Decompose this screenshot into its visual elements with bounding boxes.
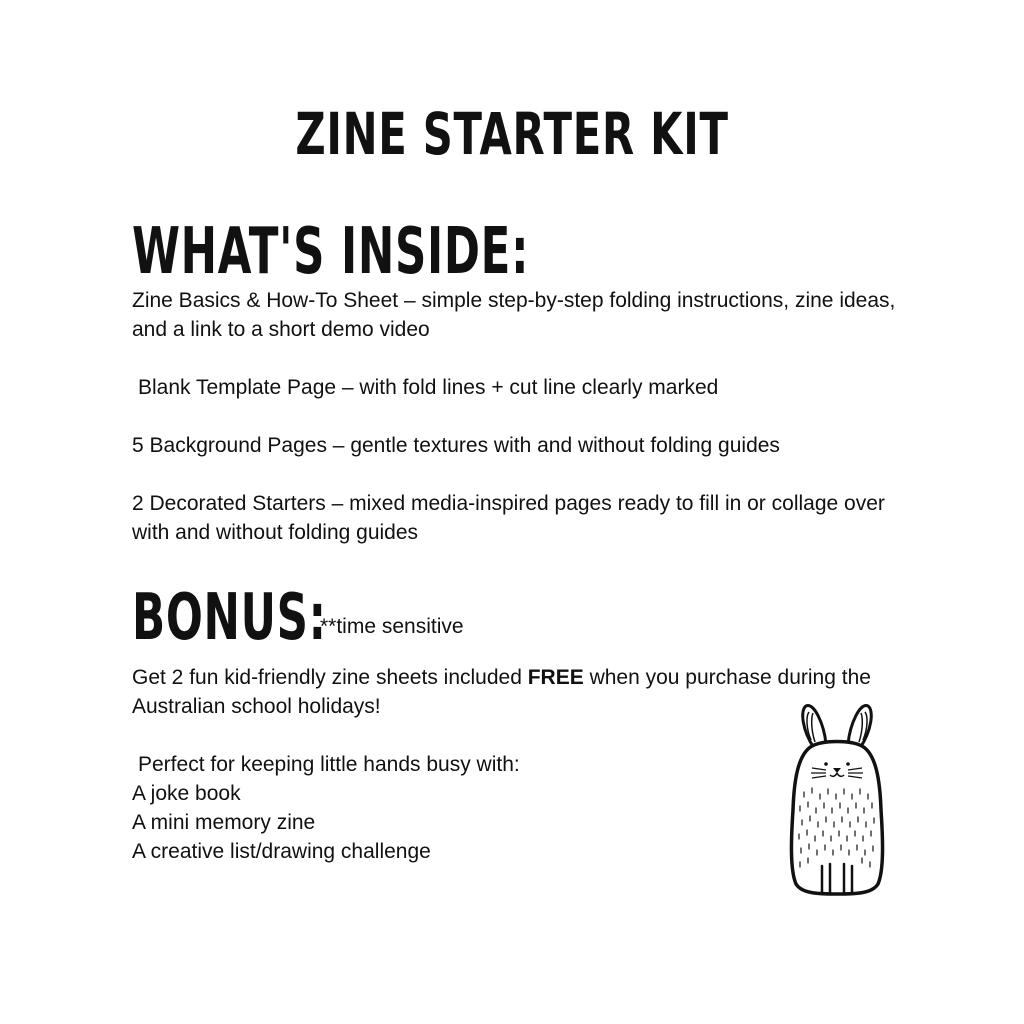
inside-list — [132, 286, 912, 576]
list-item: Zine Basics & How-To Sheet – simple step-by-step folding instructions, zine ideas, and a link to a short demo video — [132, 289, 896, 341]
list-item: Blank Template Page – with fold lines + cut line clearly marked — [138, 376, 719, 399]
whats-inside-heading: WHAT'S INSIDE: — [132, 215, 530, 289]
list-item: 5 Background Pages – gentle textures with and without folding guides — [132, 434, 780, 457]
page-title: ZINE STARTER KIT — [295, 100, 729, 168]
bunny-icon — [784, 700, 890, 900]
bonus-heading: BONUS: — [132, 581, 327, 655]
offer-free-label: FREE — [527, 666, 584, 689]
list-item: 2 Decorated Starters – mixed media-inspired pages ready to fill in or collage over with and without folding guides — [132, 492, 885, 544]
offer-text-before: Get 2 fun kid-friendly zine sheets included — [132, 666, 528, 689]
offer-text-after: when you purchase during the Australian school holidays! — [132, 666, 871, 718]
list-item: A joke book — [132, 782, 241, 805]
bonus-note: **time sensitive — [320, 615, 464, 638]
list-item: A creative list/drawing challenge — [132, 840, 431, 863]
bonus-intro: Perfect for keeping little hands busy with: — [138, 753, 520, 776]
list-item: A mini memory zine — [132, 811, 316, 834]
